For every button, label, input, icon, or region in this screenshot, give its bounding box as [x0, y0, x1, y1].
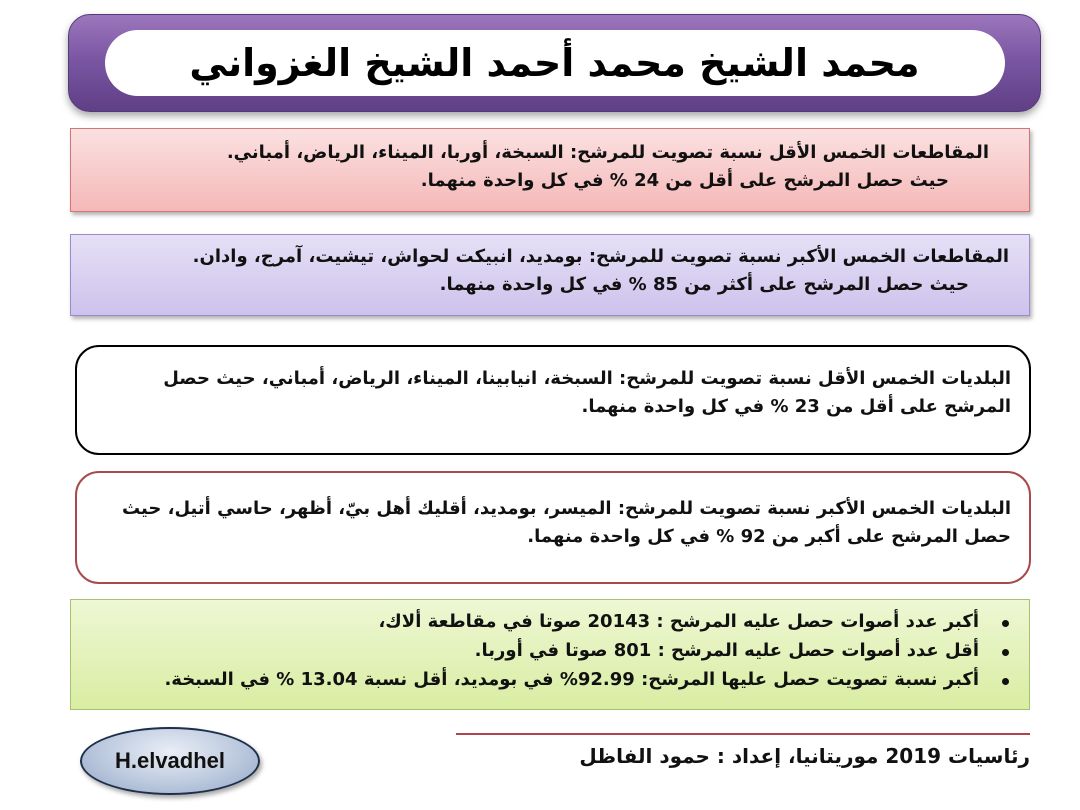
- title-banner: [68, 14, 1041, 112]
- list-item: [91, 637, 1013, 666]
- stat-min-votes: أقل عدد أصوات حصل عليه المرشح : 801 صوتا في أوربا.: [474, 639, 979, 661]
- author-badge: H.elvadhel: [80, 727, 260, 795]
- lowest-constituencies-line1: المقاطعات الخمس الأقل نسبة تصويت للمرشح: السبخة، أوربا، الميناء، الرياض، أمباني.: [226, 142, 989, 163]
- highest-municipalities-box: [75, 471, 1031, 584]
- bullet-icon: [1002, 620, 1009, 627]
- page-title: محمد الشيخ محمد أحمد الشيخ الغزواني: [105, 30, 1005, 96]
- lowest-constituencies-box: [70, 128, 1030, 212]
- highest-constituencies-box: [70, 234, 1030, 316]
- list-item: [91, 666, 1013, 695]
- lowest-municipalities-line2: المرشح على أقل من 23 % في كل واحدة منهما.: [581, 395, 1011, 417]
- footer-credit: رئاسيات 2019 موريتانيا، إعداد : حمود الفاظل: [579, 744, 1030, 768]
- stats-box: [70, 599, 1030, 710]
- footer-divider: [456, 733, 1030, 735]
- highest-municipalities-line2: حصل المرشح على أكبر من 92 % في كل واحدة منهما.: [527, 525, 1011, 547]
- highest-constituencies-line1: المقاطعات الخمس الأكبر نسبة تصويت للمرشح: بومديد، انبيكت لحواش، تيشيت، آمرج، وادان.: [192, 246, 1009, 267]
- highest-municipalities-line1: البلديات الخمس الأكبر نسبة تصويت للمرشح: الميسر، بومديد، أقليك أهل بيّ، أظهر، حاسي أتيل، حيث: [122, 498, 1011, 519]
- lowest-municipalities-box: [75, 345, 1031, 455]
- list-item: [91, 608, 1013, 637]
- bullet-icon: [1002, 678, 1009, 685]
- stat-max-votes: أكبر عدد أصوات حصل عليه المرشح : 20143 صوتا في مقاطعة ألاك،: [378, 611, 979, 632]
- bullet-icon: [1002, 649, 1009, 656]
- stat-percentages: أكبر نسبة تصويت حصل عليها المرشح: 92.99% في بومديد، أقل نسبة 13.04 % في السبخة.: [164, 668, 979, 690]
- lowest-municipalities-line1: البلديات الخمس الأقل نسبة تصويت للمرشح: السبخة، انيابينا، الميناء، الرياض، أمباني، حيث حصل: [163, 368, 1011, 389]
- stats-list: [91, 608, 1013, 694]
- lowest-constituencies-line2: حيث حصل المرشح على أقل من 24 % في كل واحدة منهما.: [420, 169, 949, 191]
- highest-constituencies-line2: حيث حصل المرشح على أكثر من 85 % في كل واحدة منهما.: [439, 273, 969, 295]
